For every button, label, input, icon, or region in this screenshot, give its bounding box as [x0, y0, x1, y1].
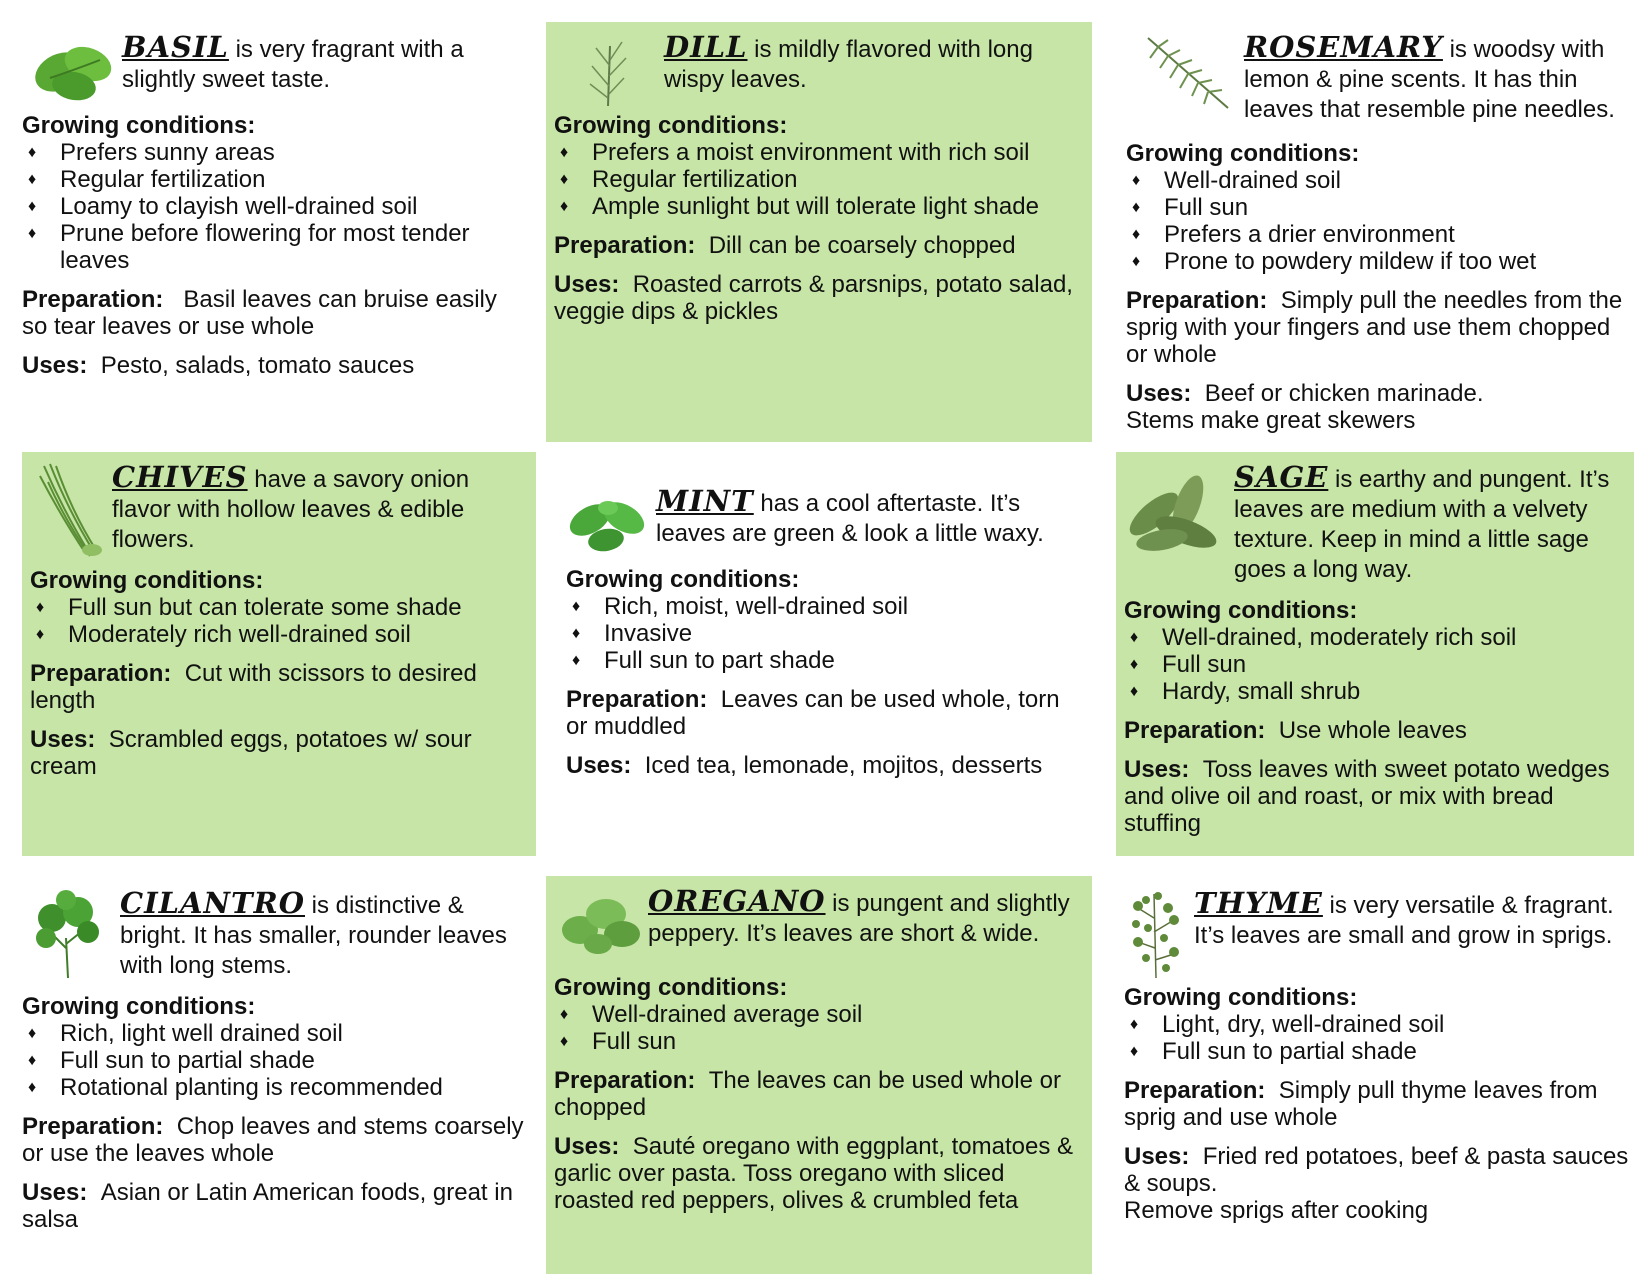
herb-name: CHIVES — [112, 460, 248, 494]
list-item: ♦ Rich, moist, well-drained soil — [572, 593, 909, 620]
growing-list — [566, 593, 1072, 674]
herb-name: CILANTRO — [120, 886, 305, 920]
rosemary-sprig-icon — [1138, 32, 1238, 114]
preparation: Preparation: Use whole leaves — [1124, 717, 1467, 744]
list-item: ♦ Light, dry, well-drained soil — [1130, 1011, 1445, 1038]
herb-card-rosemary — [1116, 22, 1646, 442]
list-item: ♦ Moderately rich well-drained soil — [36, 621, 411, 648]
preparation: Preparation: Dill can be coarsely chopped — [554, 232, 1016, 259]
herb-intro: have a savory onion flavor with hollow leaves & edible flowers. — [112, 466, 470, 553]
list-item: ♦ Full sun to part shade — [572, 647, 835, 674]
uses: Uses: Scrambled eggs, potatoes w/ sour cream — [30, 726, 472, 780]
list-item: ♦ Well-drained soil — [1132, 167, 1341, 194]
mint-leaf-icon — [566, 490, 650, 560]
list-item: ♦ Prefers sunny areas — [28, 139, 275, 166]
uses-extra: Remove sprigs after cooking — [1124, 1197, 1429, 1224]
sage-leaf-icon — [1124, 470, 1228, 560]
herb-intro: is very versatile & fragrant. It’s leaves are small and grow in sprigs. — [1194, 892, 1614, 949]
list-item: ♦ Rotational planting is recommended — [28, 1074, 443, 1101]
list-item: ♦ Prefers a drier environment — [1132, 221, 1455, 248]
growing-list — [22, 139, 528, 274]
growing-label: Growing conditions: — [22, 993, 256, 1020]
preparation: Preparation: Leaves can be used whole, torn or muddled — [566, 686, 1060, 740]
herb-intro: is woodsy with lemon & pine scents. It has thin leaves that resemble pine needles. — [1244, 36, 1615, 123]
growing-list — [1126, 167, 1636, 275]
list-item: ♦ Well-drained, moderately rich soil — [1130, 624, 1517, 651]
thyme-sprig-icon — [1124, 888, 1188, 980]
uses-extra: Stems make great skewers — [1126, 407, 1416, 434]
growing-list — [1124, 1011, 1638, 1065]
herb-card-oregano — [546, 876, 1092, 1274]
herb-intro: is very fragrant with a slightly sweet taste. — [122, 36, 464, 93]
growing-label: Growing conditions: — [554, 112, 788, 139]
list-item: ♦ Full sun but can tolerate some shade — [36, 594, 462, 621]
herb-intro: is distinctive & bright. It has smaller, rounder leaves with long stems. — [120, 892, 507, 979]
cilantro-sprig-icon — [30, 888, 106, 980]
herb-card-basil — [10, 22, 540, 442]
list-item: ♦ Regular fertilization — [560, 166, 798, 193]
chives-bundle-icon — [34, 462, 110, 558]
list-item: ♦ Invasive — [572, 620, 693, 647]
herb-name: DILL — [664, 30, 748, 64]
preparation: Preparation: Simply pull the needles from the sprig with your fingers and use them chopped or whole — [1126, 287, 1623, 368]
growing-list — [554, 139, 1084, 220]
list-item: ♦ Full sun — [560, 1028, 677, 1055]
growing-label: Growing conditions: — [566, 566, 800, 593]
growing-list — [554, 1001, 1084, 1055]
herb-intro: has a cool aftertaste. It’s leaves are green & look a little waxy. — [656, 490, 1044, 547]
growing-label: Growing conditions: — [1124, 597, 1358, 624]
herb-intro: is earthy and pungent. It’s leaves are medium with a velvety texture. Keep in mind a little sage goes a long way. — [1234, 466, 1610, 583]
list-item: ♦ Prune before flowering for most tender leaves — [28, 220, 470, 274]
dill-sprig-icon — [578, 36, 638, 108]
uses: Uses: Pesto, salads, tomato sauces — [22, 352, 415, 379]
list-item: ♦ Well-drained average soil — [560, 1001, 863, 1028]
list-item: ♦ Full sun — [1132, 194, 1249, 221]
herb-name: ROSEMARY — [1244, 30, 1443, 64]
list-item: ♦ Regular fertilization — [28, 166, 266, 193]
preparation: Preparation: Chop leaves and stems coarsely or use the leaves whole — [22, 1113, 524, 1167]
list-item: ♦ Ample sunlight but will tolerate light shade — [560, 193, 1039, 220]
growing-label: Growing conditions: — [22, 112, 256, 139]
herb-name: BASIL — [122, 30, 229, 64]
list-item: ♦ Full sun to partial shade — [1130, 1038, 1417, 1065]
list-item: ♦ Prefers a moist environment with rich soil — [560, 139, 1030, 166]
uses: Uses: Toss leaves with sweet potato wedges and olive oil and roast, or mix with bread stuffing — [1124, 756, 1610, 837]
preparation: Preparation: The leaves can be used whole or chopped — [554, 1067, 1061, 1121]
herb-intro: is pungent and slightly peppery. It’s leaves are short & wide. — [648, 890, 1070, 947]
uses: Uses: Roasted carrots & parsnips, potato salad, veggie dips & pickles — [554, 271, 1073, 325]
list-item: ♦ Prone to powdery mildew if too wet — [1132, 248, 1537, 275]
herb-card-chives — [22, 452, 536, 856]
herb-intro: is mildly flavored with long wispy leaves. — [664, 36, 1033, 93]
uses: Uses: Sauté oregano with eggplant, tomatoes & garlic over pasta. Toss oregano with sliced roasted red peppers, olives & crumbled feta — [554, 1133, 1074, 1214]
preparation: Preparation: Simply pull thyme leaves from sprig and use whole — [1124, 1077, 1598, 1131]
growing-list — [22, 1020, 528, 1101]
preparation: Preparation: Basil leaves can bruise easily so tear leaves or use whole — [22, 286, 497, 340]
growing-list — [1124, 624, 1626, 705]
basil-leaf-icon — [30, 34, 120, 106]
uses: Uses: Beef or chicken marinade. — [1126, 380, 1484, 407]
herb-card-mint — [546, 476, 1092, 806]
herb-card-cilantro — [10, 878, 540, 1238]
list-item: ♦ Hardy, small shrub — [1130, 678, 1361, 705]
herb-name: OREGANO — [648, 884, 826, 918]
list-item: ♦ Rich, light well drained soil — [28, 1020, 343, 1047]
herb-card-sage — [1116, 452, 1634, 856]
list-item: ♦ Full sun — [1130, 651, 1247, 678]
list-item: ♦ Full sun to partial shade — [28, 1047, 315, 1074]
herb-name: MINT — [656, 484, 754, 518]
herb-card-thyme — [1116, 878, 1646, 1238]
preparation: Preparation: Cut with scissors to desired length — [30, 660, 477, 714]
growing-label: Growing conditions: — [1124, 984, 1358, 1011]
growing-label: Growing conditions: — [554, 974, 788, 1001]
oregano-leaf-icon — [558, 890, 644, 960]
growing-label: Growing conditions: — [30, 567, 264, 594]
uses: Uses: Iced tea, lemonade, mojitos, desserts — [566, 752, 1043, 779]
growing-label: Growing conditions: — [1126, 140, 1360, 167]
list-item: ♦ Loamy to clayish well-drained soil — [28, 193, 418, 220]
uses: Uses: Asian or Latin American foods, great in salsa — [22, 1179, 513, 1233]
herb-card-dill — [546, 22, 1092, 442]
herb-name: THYME — [1194, 886, 1323, 920]
growing-list — [30, 594, 528, 648]
herb-name: SAGE — [1234, 460, 1329, 494]
uses: Uses: Fried red potatoes, beef & pasta sauces & soups. — [1124, 1143, 1629, 1197]
